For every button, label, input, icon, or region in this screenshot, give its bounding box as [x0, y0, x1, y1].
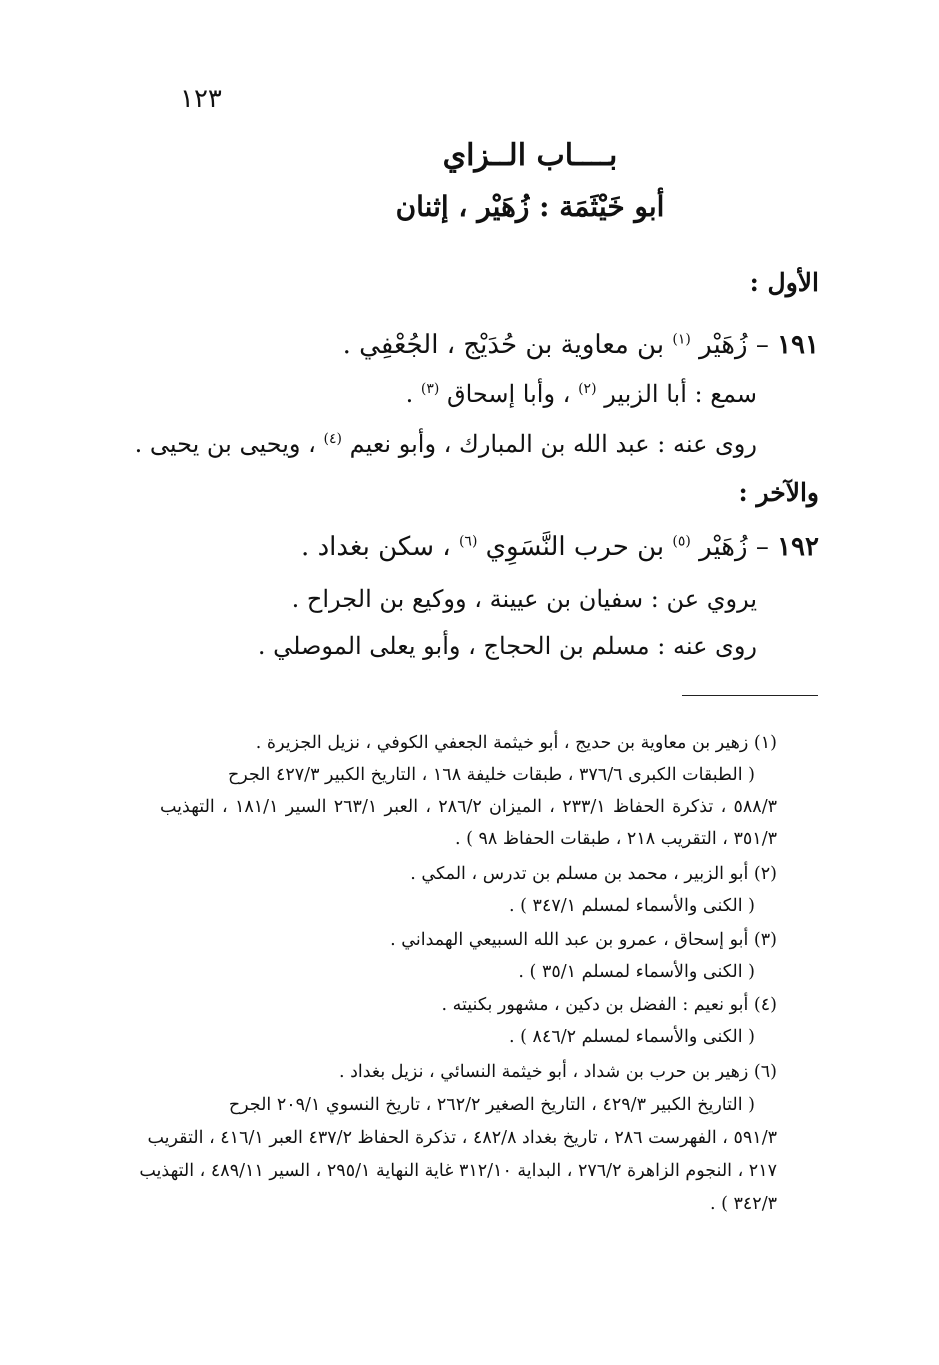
footnote-6-sources: ٥٩١/٣ ، الفهرست ٢٨٦ ، تاريخ بغداد ٤٨٢/٨ ، تذكرة الحفاظ ٤٣٧/٢ العبر ٤١٦/١ ، التقريب — [147, 1128, 777, 1148]
entry-192-narrators: روى عنه : مسلم بن الحجاج ، وأبو يعلى الموصلي . — [257, 632, 757, 660]
entry-191-narrators — [135, 430, 757, 458]
footnote-divider — [682, 695, 818, 696]
footnote-ref: (٣) — [420, 381, 440, 397]
footnote-ref: (٢) — [578, 381, 597, 397]
chapter-subtitle: أبو خَيْثَمَة : زُهَيْر ، إثنان — [395, 190, 665, 223]
footnote-6-sources: ٢١٧ ، النجوم الزاهرة ٢٧٦/٢ ، البداية ٣١٢/١٠ غاية النهاية ٢٩٥/١ ، السير ٤٨٩/١١ ، التهذيب — [139, 1161, 777, 1181]
entry-dash: – — [755, 330, 769, 360]
footnote-1-sources: ٥٨٨/٣ ، تذكرة الحفاظ ٢٣٣/١ ، الميزان ٢٨٦/٢ ، العبر ٢٦٣/١ السير ١٨١/١ ، التهذيب — [160, 797, 777, 817]
entry-residence: ، سكن بغداد . — [301, 532, 451, 562]
footnote-4-sources: ( الكنى والأسماء لمسلم ٨٤٦/٢ ) . — [509, 1027, 755, 1047]
entry-191-heard-from — [406, 380, 757, 408]
footnote-6-sources: ٣٤٢/٣ ) . — [709, 1194, 777, 1214]
footnote-6-title: (٦) زهير بن حرب بن شداد ، أبو خيثمة النسائي ، نزيل بغداد . — [338, 1062, 777, 1082]
chapter-title: بــــاب الــزاي — [442, 138, 618, 173]
footnote-1-title: (١) زهير بن معاوية بن حديج ، أبو خيثمة الجعفي الكوفي ، نزيل الجزيرة . — [255, 733, 777, 753]
narrators-text: روى عنه : عبد الله بن المبارك ، وأبو نعيم — [349, 430, 757, 458]
footnote-2-sources: ( الكنى والأسماء لمسلم ٣٤٧/١ ) . — [509, 896, 755, 916]
entry-dash: – — [755, 532, 769, 562]
narrators-text: ، ويحيى بن يحيى . — [134, 430, 316, 458]
entry-lineage: بن حرب النَّسَوِي — [485, 532, 665, 562]
footnote-ref: (٤) — [323, 431, 342, 447]
page-number: ١٢٣ — [180, 84, 222, 114]
footnote-4-title: (٤) أبو نعيم : الفضل بن دكين ، مشهور بكنيته . — [441, 995, 777, 1015]
footnote-1-sources: ( الطبقات الكبرى ٣٧٦/٦ ، طبقات خليفة ١٦٨ ، التاريخ الكبير ٤٢٧/٣ الجرح — [227, 765, 755, 785]
entry-lineage: بن معاوية بن حُدَيْج ، الجُعْفِي . — [342, 330, 665, 360]
entry-number: ١٩٢ — [777, 532, 819, 562]
entry-191-heading — [343, 330, 819, 360]
section-label-first: الأول : — [749, 268, 819, 297]
footnote-1-sources: ٣٥١/٣ ، التقريب ٢١٨ ، طبقات الحفاظ ٩٨ ) . — [454, 829, 777, 849]
entry-name: زُهَيْر — [699, 330, 748, 360]
footnote-ref: (٥) — [672, 533, 691, 550]
line-end: . — [405, 380, 414, 408]
footnote-6-sources: ( التاريخ الكبير ٤٢٩/٣ ، التاريخ الصغير ٢٦٢/٢ ، تاريخ النسوي ٢٠٩/١ الجرح — [228, 1095, 755, 1115]
footnote-ref: (٦) — [458, 533, 478, 550]
teacher-name: ، وأبا إسحاق — [446, 380, 571, 408]
entry-192-narrates-from: يروي عن : سفيان بن عيينة ، ووكيع بن الجراح . — [291, 585, 757, 613]
entry-192-heading — [301, 532, 819, 562]
teacher-name: أبا الزبير — [604, 380, 687, 408]
footnote-3-title: (٣) أبو إسحاق ، عمرو بن عبد الله السبيعي الهمداني . — [390, 930, 777, 950]
footnote-2-title: (٢) أبو الزبير ، محمد بن مسلم بن تدرس ، المكي . — [410, 864, 777, 884]
entry-name: زُهَيْر — [699, 532, 748, 562]
section-label-second: والآخر : — [738, 478, 819, 507]
heard-label: سمع : — [694, 380, 757, 408]
footnote-3-sources: ( الكنى والأسماء لمسلم ٣٥/١ ) . — [518, 962, 755, 982]
footnote-ref: (١) — [672, 331, 691, 348]
entry-number: ١٩١ — [777, 330, 819, 360]
